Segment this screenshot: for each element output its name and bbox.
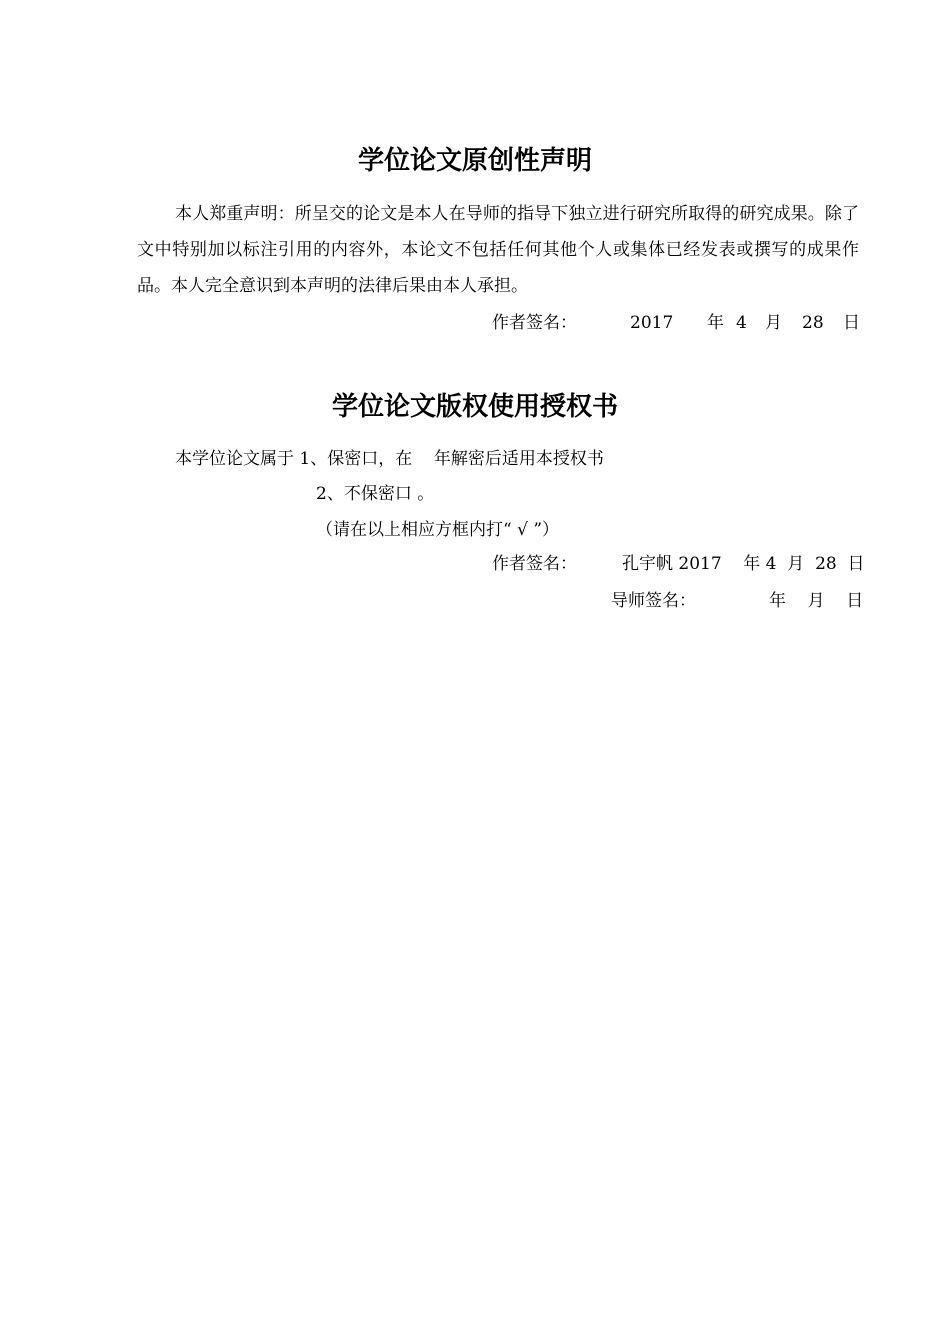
supervisor-date: 年 月 日 [769, 591, 864, 611]
supervisor-signature-line [611, 589, 864, 613]
copyright-title: 学位论文版权使用授权书 [331, 392, 618, 422]
copyright-author-label: 作者签名： [492, 554, 577, 574]
copyright-author-signature-line [492, 552, 865, 576]
confidential-option: 本学位论文属于 1、保密口，在 年解密后适用本授权书 [175, 449, 604, 469]
date-year-unit: 年 [707, 313, 724, 333]
supervisor-signature-label: 导师签名： [611, 591, 696, 611]
checkbox-instruction: （请在以上相应方框内打“ √ ”） [316, 520, 560, 540]
author-signature-label: 作者签名： [492, 313, 577, 333]
date-year: 2017 [630, 313, 674, 333]
originality-statement: 本人郑重声明：所呈交的论文是本人在导师的指导下独立进行研究所取得的研究成果。除了文中特别加以标注引用的内容外，本论文不包括任何其他个人或集体已经发表或撰写的成果作品。本人完全意识到本声明的法律后果由本人承担。 [137, 204, 859, 296]
date-month-unit: 月 [765, 313, 782, 333]
date-day-unit: 日 [843, 313, 860, 333]
originality-signature-line [492, 311, 859, 335]
originality-title: 学位论文原创性声明 [357, 146, 592, 176]
copyright-author-value: 孔宇帆 2017 年 4 月 28 日 [622, 554, 865, 574]
date-month: 4 [736, 313, 747, 333]
date-day: 28 [802, 313, 824, 333]
non-confidential-option: 2、不保密口 。 [316, 484, 435, 504]
